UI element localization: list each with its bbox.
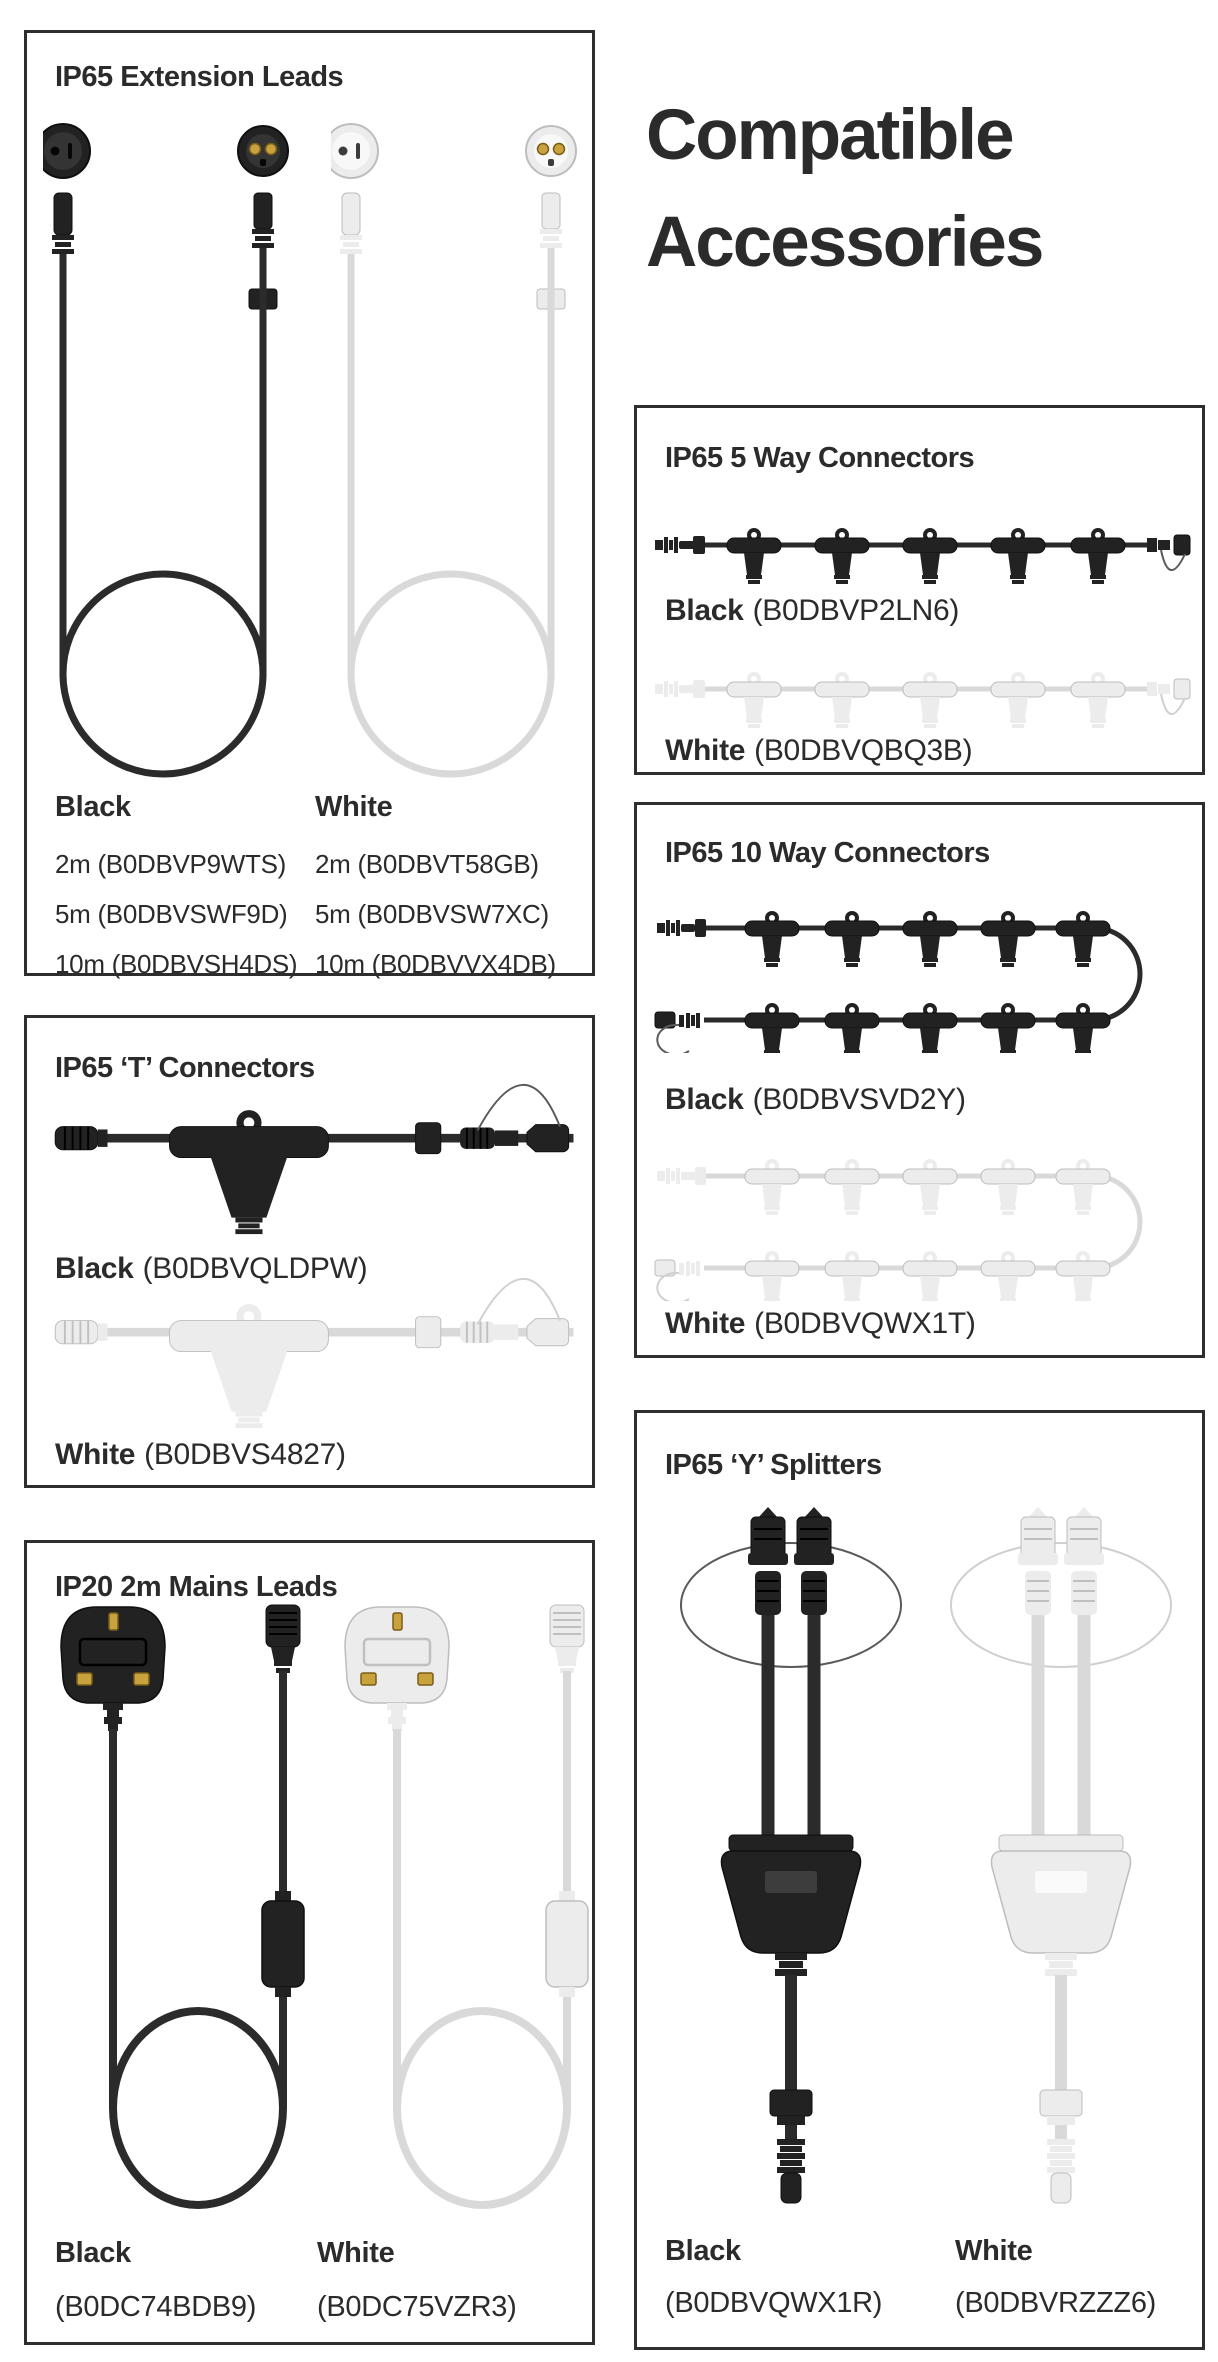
size-code: 10m (B0DBVSH4DS) [55, 949, 298, 979]
black-code: (B0DBVP2LN6) [752, 594, 960, 627]
white-label: White [665, 734, 746, 767]
section-title: IP65 5 Way Connectors [665, 442, 975, 474]
black-code: (B0DBVQLDPW) [142, 1252, 368, 1285]
size-code: 2m (B0DBVT58GB) [315, 849, 539, 879]
y-splitter-white-image [941, 1505, 1181, 2215]
white-code: (B0DBVS4827) [144, 1438, 346, 1471]
section-mains-leads [24, 1540, 595, 2345]
mains-lead-black-image [33, 1601, 313, 2216]
page-title-line2: Accessories [646, 203, 1043, 282]
ten-way-black-image [649, 903, 1194, 1053]
white-code: (B0DBVQWX1T) [754, 1307, 976, 1340]
size-code: 10m (B0DBVVX4DB) [315, 949, 556, 979]
white-code: (B0DBVRZZZ6) [955, 2287, 1157, 2319]
black-label: Black [55, 791, 131, 823]
size-code: 5m (B0DBVSW7XC) [315, 899, 549, 929]
section-title: IP65 Extension Leads [55, 61, 344, 93]
page-title [646, 82, 1212, 296]
extension-lead-white-image [331, 121, 591, 781]
t-connector-black-image [37, 1082, 582, 1237]
black-code: (B0DBVSVD2Y) [752, 1083, 966, 1116]
section-title: IP65 ‘Y’ Splitters [665, 1449, 882, 1481]
mains-lead-white-image [317, 1601, 597, 2216]
size-code: 5m (B0DBVSWF9D) [55, 899, 288, 929]
extension-black-codes [55, 839, 297, 989]
white-code-line [665, 1307, 976, 1341]
section-10-way-connectors [634, 802, 1205, 1358]
white-label: White [55, 1438, 136, 1471]
white-code-line [665, 734, 972, 768]
section-y-splitters [634, 1410, 1205, 2350]
black-label: Black [55, 1252, 134, 1285]
five-way-black-image [649, 500, 1194, 600]
black-code: (B0DC74BDB9) [55, 2291, 257, 2323]
y-splitter-black-image [671, 1505, 911, 2215]
white-label: White [317, 2237, 395, 2269]
five-way-white-image [649, 644, 1194, 744]
white-label: White [315, 791, 393, 823]
section-title: IP20 2m Mains Leads [55, 1571, 338, 1603]
black-code-line [665, 594, 959, 628]
black-label: Black [665, 594, 744, 627]
section-title: IP65 ‘T’ Connectors [55, 1052, 315, 1084]
black-code: (B0DBVQWX1R) [665, 2287, 883, 2319]
black-label: Black [665, 1083, 744, 1116]
size-code: 2m (B0DBVP9WTS) [55, 849, 286, 879]
section-extension-leads [24, 30, 595, 979]
page-title-line1: Compatible [646, 96, 1013, 175]
white-code: (B0DBVQBQ3B) [754, 734, 973, 767]
white-code-line [55, 1438, 346, 1472]
black-code-line [665, 1083, 966, 1117]
white-label: White [955, 2235, 1033, 2267]
white-code: (B0DC75VZR3) [317, 2291, 517, 2323]
ten-way-white-image [649, 1151, 1194, 1301]
section-title: IP65 10 Way Connectors [665, 837, 990, 869]
black-label: Black [665, 2235, 741, 2267]
extension-lead-black-image [43, 121, 303, 781]
section-t-connectors [24, 1015, 595, 1488]
extension-white-codes [315, 839, 556, 989]
black-label: Black [55, 2237, 131, 2269]
white-label: White [665, 1307, 746, 1340]
section-5-way-connectors [634, 405, 1205, 775]
t-connector-white-image [37, 1276, 582, 1431]
